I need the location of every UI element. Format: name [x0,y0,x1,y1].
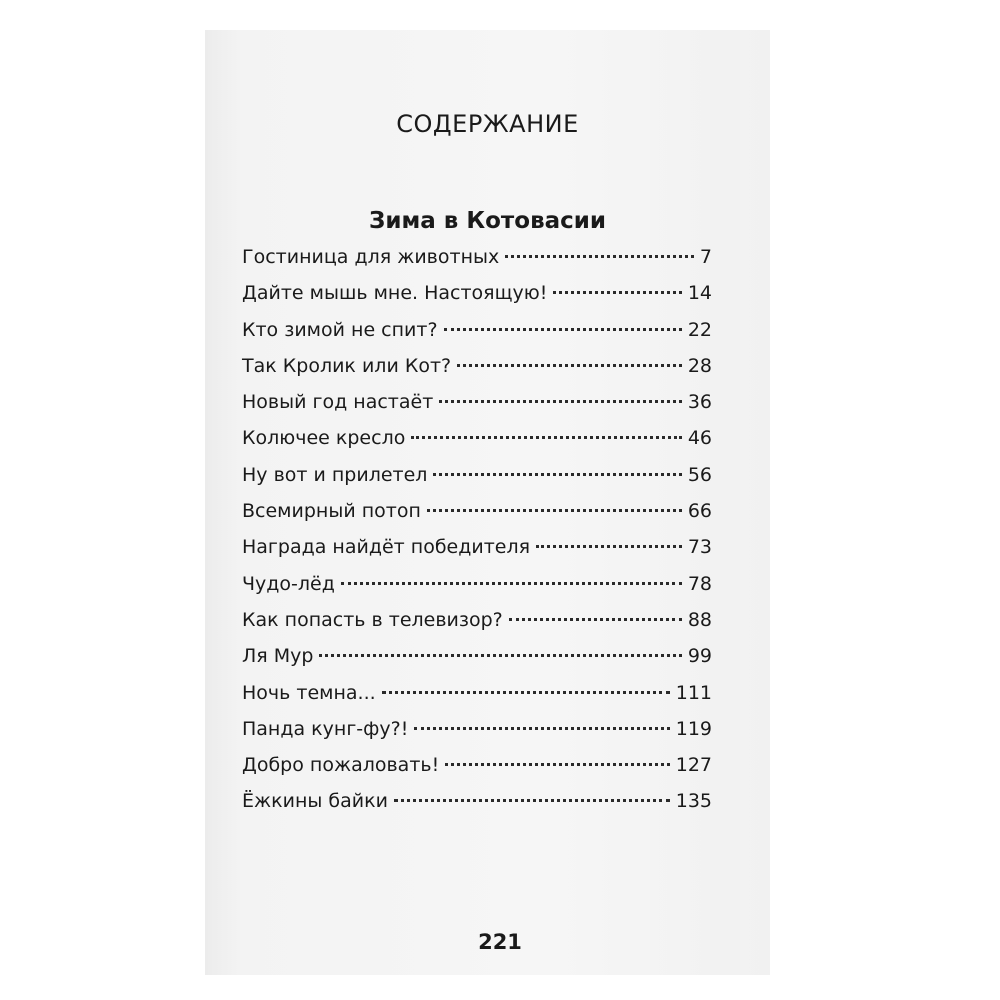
toc-entry [242,493,712,529]
contents-heading: СОДЕРЖАНИЕ [396,110,579,138]
toc-leader-dots [411,436,681,439]
toc-entry-page: 119 [675,717,712,740]
toc-entry-page: 127 [675,754,712,777]
table-of-contents [242,239,712,820]
toc-leader-dots [414,727,669,730]
toc-entry-title: Новый год настаёт [242,391,434,414]
toc-entry [242,711,712,747]
toc-entry-page: 73 [687,536,712,559]
toc-entry-title: Ёжкины байки [242,790,388,813]
toc-entry-page: 14 [687,282,712,305]
toc-entry-page: 36 [687,391,712,414]
toc-entry [242,747,712,783]
toc-leader-dots [445,763,670,766]
toc-entry [242,529,712,565]
toc-leader-dots [394,799,670,802]
toc-entry [242,566,712,602]
toc-entry-page: 7 [699,246,712,268]
toc-leader-dots [427,509,682,512]
toc-entry [242,275,712,311]
section-title: Зима в Котовасии [368,208,607,234]
toc-entry [242,457,712,493]
toc-leader-dots [536,545,682,548]
toc-leader-dots [457,364,682,367]
page-number: 221 [478,930,522,954]
toc-leader-dots [382,691,670,694]
toc-entry-page: 135 [675,790,712,813]
toc-entry-title: Гостиница для животных [242,246,500,268]
toc-entry-title: Панда кунг-фу?! [242,717,409,740]
toc-entry-title: Как попасть в телевизор? [242,608,503,631]
toc-entry-title: Дайте мышь мне. Настоящую! [242,282,548,305]
toc-leader-dots [341,582,682,585]
toc-entry [242,312,712,348]
toc-entry-title: Всемирный потоп [242,500,421,523]
toc-entry-title: Так Кролик или Кот? [242,354,452,377]
toc-leader-dots [553,291,681,294]
toc-entry-page: 56 [687,463,712,486]
toc-entry-title: Ля Мур [242,645,314,668]
toc-entry-page: 28 [687,354,712,377]
toc-leader-dots [319,654,681,657]
toc-entry [242,675,712,711]
toc-entry-page: 99 [687,645,712,668]
toc-entry-page: 88 [687,608,712,631]
toc-entry [242,384,712,420]
toc-entry-title: Кто зимой не спит? [242,318,438,341]
toc-entry-title: Ну вот и прилетел [242,463,428,486]
toc-leader-dots [505,255,694,258]
toc-leader-dots [509,618,682,621]
toc-entry-page: 111 [675,681,712,704]
toc-entry-page: 22 [687,318,712,341]
toc-leader-dots [444,328,682,331]
toc-entry [242,602,712,638]
toc-entry-page: 66 [687,500,712,523]
toc-entry-title: Ночь темна... [242,681,376,704]
toc-leader-dots [433,473,681,476]
toc-entry [242,783,712,819]
toc-entry [242,638,712,674]
toc-entry [242,420,712,456]
toc-entry-page: 46 [687,427,712,450]
toc-entry [242,348,712,384]
toc-entry [242,239,712,275]
toc-entry-title: Колючее кресло [242,427,406,450]
toc-entry-title: Добро пожаловать! [242,754,440,777]
toc-entry-page: 78 [687,572,712,595]
toc-leader-dots [439,400,682,403]
toc-entry-title: Чудо-лёд [242,572,335,595]
toc-entry-title: Награда найдёт победителя [242,536,531,559]
